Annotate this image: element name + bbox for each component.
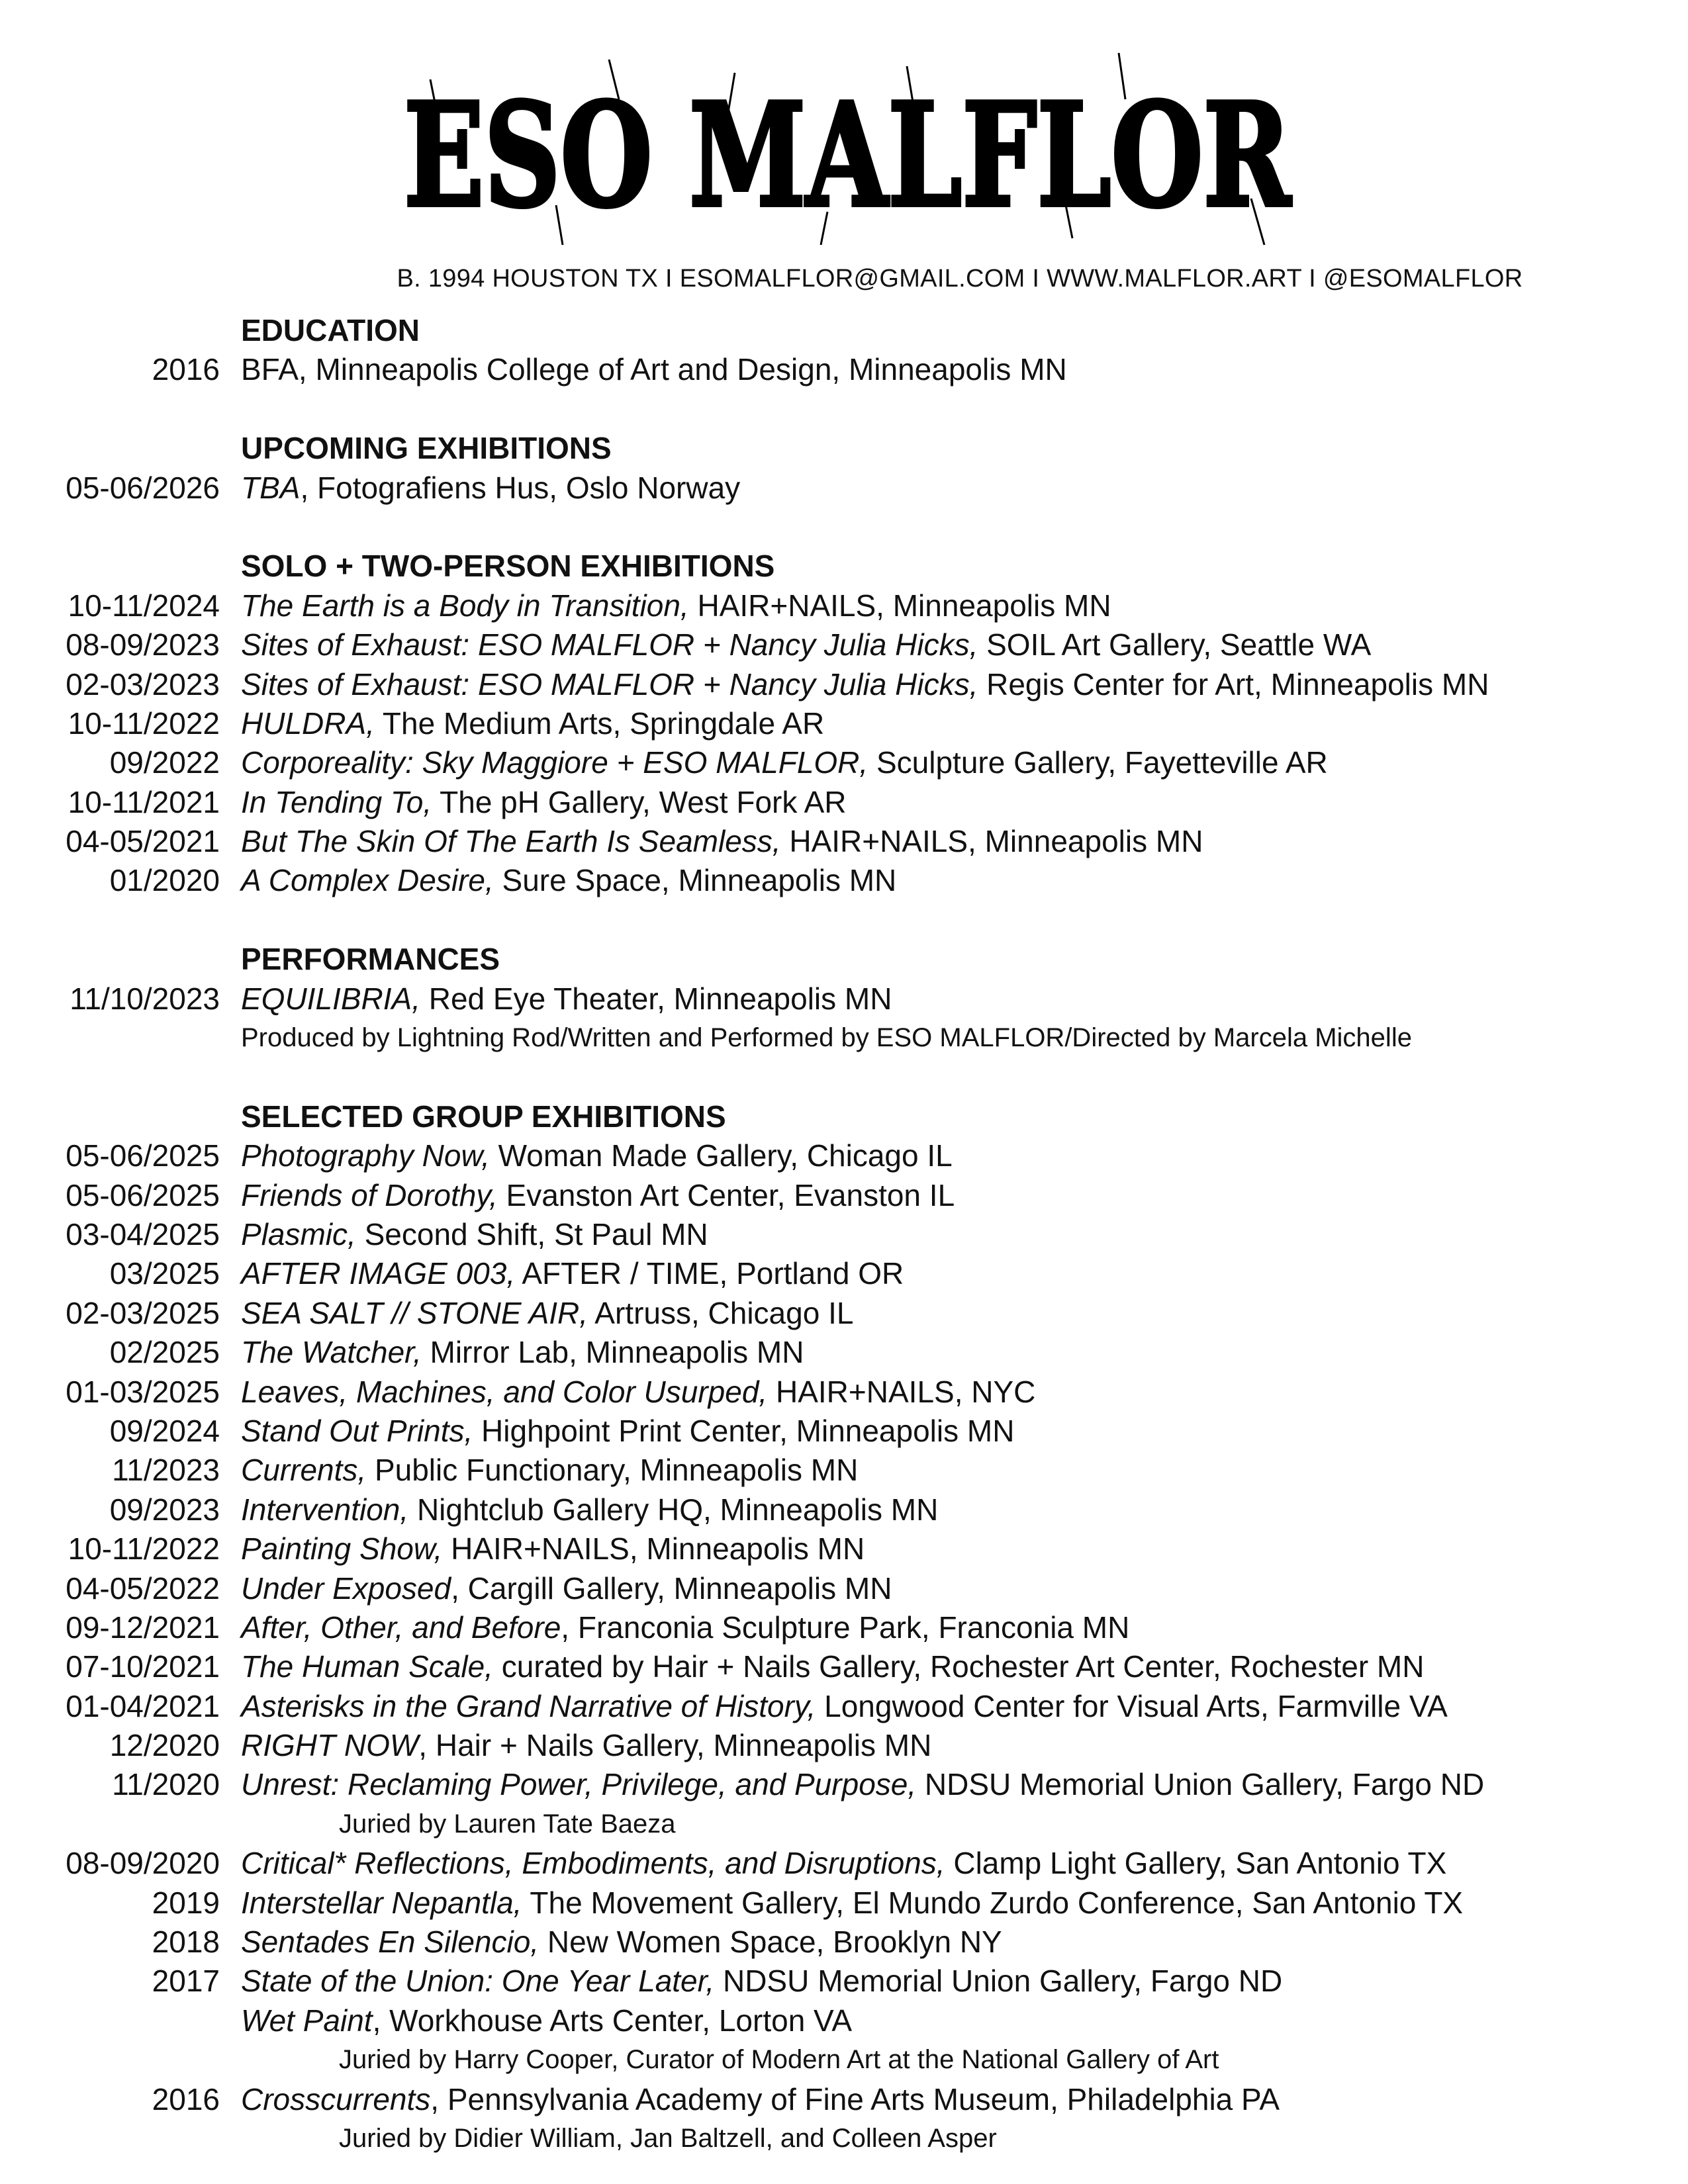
logo-text: ESO MALFLOR <box>404 71 1291 239</box>
cv-entry <box>0 2080 1688 2119</box>
entry-title: Friends of Dorothy, <box>241 1177 498 1212</box>
entry-text <box>241 1608 1129 1647</box>
entry-text <box>241 586 1111 625</box>
cv-entry <box>0 1490 1688 1529</box>
entry-title: EQUILIBRIA, <box>241 981 420 1016</box>
entry-title: The Watcher, <box>241 1335 422 1370</box>
cv-entry <box>0 586 1688 625</box>
entry-title: Painting Show, <box>241 1531 443 1567</box>
entry-venue: Sculpture Gallery, Fayetteville AR <box>868 745 1328 780</box>
section-heading <box>0 429 1688 468</box>
entry-venue: Clamp Light Gallery, San Antonio TX <box>945 1846 1447 1881</box>
entry-title: Critical* Reflections, Embodiments, and Disruptions, <box>241 1846 945 1881</box>
entry-venue: , Hair + Nails Gallery, Minneapolis MN <box>418 1728 932 1763</box>
entry-text <box>241 822 1203 861</box>
cv-entry <box>0 350 1688 389</box>
entry-title: Crosscurrents <box>241 2081 431 2116</box>
entry-title: Leaves, Machines, and Color Usurped, <box>241 1374 768 1409</box>
cv-entry <box>0 1451 1688 1490</box>
cv-entry <box>0 1529 1688 1569</box>
entry-title: Sentades En Silencio, <box>241 1925 539 1960</box>
entry-venue: Sure Space, Minneapolis MN <box>493 863 897 898</box>
section-heading-text: PERFORMANCES <box>241 942 500 977</box>
entry-text <box>241 1215 708 1254</box>
entry-date: 10-11/2022 <box>68 1531 220 1567</box>
entry-date: 08-09/2020 <box>66 1846 220 1881</box>
cv-entry <box>0 1373 1688 1412</box>
entry-title: Plasmic, <box>241 1216 356 1251</box>
cv-entry <box>0 625 1688 664</box>
entry-venue: , Workhouse Arts Center, Lorton VA <box>372 2003 853 2038</box>
entry-text <box>241 469 740 508</box>
cv-entry <box>0 1923 1688 1962</box>
entry-venue: NDSU Memorial Union Gallery, Fargo ND <box>916 1767 1485 1802</box>
entry-title: Corporeality: Sky Maggiore + ESO MALFLOR, <box>241 745 868 780</box>
entry-venue: Evanston Art Center, Evanston IL <box>497 1177 955 1212</box>
entry-venue: Regis Center for Art, Minneapolis MN <box>978 666 1489 702</box>
cv-entry <box>0 2001 1688 2040</box>
entry-note-text: Produced by Lightning Rod/Written and Performed by ESO MALFLOR/Directed by Marcela Michelle <box>241 1023 1412 1053</box>
entry-text <box>241 743 1328 782</box>
cv-entry <box>0 1765 1688 1804</box>
cv-entry <box>0 743 1688 782</box>
entry-venue: Highpoint Print Center, Minneapolis MN <box>473 1413 1015 1448</box>
section-heading-text: UPCOMING EXHIBITIONS <box>241 431 612 466</box>
entry-date: 10-11/2021 <box>68 784 220 819</box>
entry-title: Stand Out Prints, <box>241 1413 473 1448</box>
cv-entry <box>0 1136 1688 1175</box>
entry-title: AFTER IMAGE 003, <box>241 1256 516 1291</box>
entry-title: After, Other, and Before <box>241 1610 561 1645</box>
entry-date: 01-04/2021 <box>66 1688 220 1723</box>
cv-entry <box>0 665 1688 704</box>
entry-venue: Longwood Center for Visual Arts, Farmville VA <box>816 1688 1448 1723</box>
entry-title: Asterisks in the Grand Narrative of History, <box>241 1688 816 1723</box>
cv-entry <box>0 1412 1688 1451</box>
cv-entry <box>0 704 1688 743</box>
entry-note <box>0 1019 1688 1058</box>
entry-venue: Mirror Lab, Minneapolis MN <box>421 1335 804 1370</box>
entry-venue: HAIR+NAILS, Minneapolis MN <box>688 588 1111 623</box>
cv-entry <box>0 1962 1688 2001</box>
entry-date: 11/10/2023 <box>70 981 220 1016</box>
spacer <box>0 390 1688 429</box>
entry-title: Intervention, <box>241 1492 409 1527</box>
entry-date: 08-09/2023 <box>66 627 220 662</box>
entry-text <box>241 350 1067 389</box>
entry-venue: BFA, Minneapolis College of Art and Design, Minneapolis MN <box>241 352 1067 387</box>
section-heading <box>0 940 1688 979</box>
cv-entry <box>0 1726 1688 1765</box>
cv-entry <box>0 1215 1688 1254</box>
entry-venue: The pH Gallery, West Fork AR <box>432 784 847 819</box>
entry-text <box>241 2001 852 2040</box>
cv-entry <box>0 783 1688 822</box>
cv-entry <box>0 1569 1688 1608</box>
entry-text <box>241 625 1371 664</box>
entry-title: Sites of Exhaust: ESO MALFLOR + Nancy Julia Hicks, <box>241 627 978 662</box>
entry-text <box>241 1451 858 1490</box>
spacer <box>0 901 1688 940</box>
entry-text <box>241 1844 1446 1883</box>
entry-text <box>241 665 1489 704</box>
section-heading-text: SOLO + TWO-PERSON EXHIBITIONS <box>241 549 775 584</box>
spacer <box>0 1058 1688 1097</box>
entry-title: But The Skin Of The Earth Is Seamless, <box>241 824 781 859</box>
entry-text <box>241 1136 953 1175</box>
entry-title: Currents, <box>241 1453 367 1488</box>
cv-entry <box>0 1254 1688 1293</box>
entry-date: 09/2024 <box>109 1413 220 1448</box>
entry-venue: NDSU Memorial Union Gallery, Fargo ND <box>714 1964 1283 1999</box>
entry-title: SEA SALT // STONE AIR, <box>241 1295 588 1330</box>
entry-text <box>241 1176 955 1215</box>
section-heading-text: SELECTED GROUP EXHIBITIONS <box>241 1099 726 1134</box>
entry-text <box>241 1373 1035 1412</box>
cv-entry <box>0 1647 1688 1686</box>
entry-date: 12/2020 <box>109 1728 220 1763</box>
entry-note-text: Juried by Didier William, Jan Baltzell, and Colleen Asper <box>339 2123 997 2153</box>
entry-text <box>241 1529 865 1569</box>
entry-text <box>241 1412 1014 1451</box>
entry-title: The Human Scale, <box>241 1649 493 1684</box>
entry-text <box>241 704 824 743</box>
entry-text <box>241 979 892 1019</box>
entry-venue: The Medium Arts, Springdale AR <box>374 705 825 741</box>
entry-date: 2019 <box>152 1885 220 1920</box>
entry-title: Unrest: Reclaming Power, Privilege, and Purpose, <box>241 1767 917 1802</box>
entry-venue: Nightclub Gallery HQ, Minneapolis MN <box>408 1492 939 1527</box>
entry-venue: HAIR+NAILS, Minneapolis MN <box>442 1531 865 1567</box>
entry-text <box>241 2080 1280 2119</box>
entry-title: Photography Now, <box>241 1138 490 1173</box>
entry-date: 03/2025 <box>109 1256 220 1291</box>
entry-text <box>241 861 896 900</box>
entry-date: 09-12/2021 <box>66 1610 220 1645</box>
entry-venue: Red Eye Theater, Minneapolis MN <box>420 981 892 1016</box>
entry-text <box>241 1884 1463 1923</box>
entry-note <box>0 2040 1688 2079</box>
entry-note-text: Juried by Harry Cooper, Curator of Modern Art at the National Gallery of Art <box>339 2045 1219 2075</box>
entry-title: HULDRA, <box>241 705 375 741</box>
entry-title: State of the Union: One Year Later, <box>241 1964 715 1999</box>
entry-venue: , Pennsylvania Academy of Fine Arts Museum, Philadelphia PA <box>430 2081 1280 2116</box>
cv-entry <box>0 822 1688 861</box>
cv-entry <box>0 1176 1688 1215</box>
entry-date: 02-03/2023 <box>66 666 220 702</box>
entry-date: 07-10/2021 <box>66 1649 220 1684</box>
entry-text <box>241 1765 1484 1804</box>
entry-title: Wet Paint <box>241 2003 373 2038</box>
entry-date: 01/2020 <box>109 863 220 898</box>
entry-title: Interstellar Nepantla, <box>241 1885 522 1920</box>
cv-entry <box>0 979 1688 1019</box>
entry-text <box>241 1647 1424 1686</box>
entry-venue: HAIR+NAILS, NYC <box>767 1374 1036 1409</box>
entry-date: 03-04/2025 <box>66 1216 220 1251</box>
entry-text <box>241 1490 938 1529</box>
entry-date: 05-06/2025 <box>66 1177 220 1212</box>
entry-date: 02/2025 <box>109 1335 220 1370</box>
entry-venue: , Franconia Sculpture Park, Franconia MN <box>561 1610 1130 1645</box>
cv-entry <box>0 1687 1688 1726</box>
cv-entry <box>0 1608 1688 1647</box>
entry-venue: Public Functionary, Minneapolis MN <box>366 1453 859 1488</box>
entry-venue: curated by Hair + Nails Gallery, Rochester Art Center, Rochester MN <box>492 1649 1425 1684</box>
entry-title: TBA <box>241 470 301 505</box>
contact-line <box>0 265 1688 293</box>
entry-text <box>241 1294 853 1333</box>
entry-date: 05-06/2026 <box>66 470 220 505</box>
entry-date: 10-11/2024 <box>68 588 220 623</box>
entry-note <box>0 1805 1688 1844</box>
entry-venue: , Fotografiens Hus, Oslo Norway <box>300 470 741 505</box>
entry-title: Sites of Exhaust: ESO MALFLOR + Nancy Julia Hicks, <box>241 666 978 702</box>
entry-title: In Tending To, <box>241 784 432 819</box>
entry-venue: Woman Made Gallery, Chicago IL <box>489 1138 953 1173</box>
entry-venue: Artruss, Chicago IL <box>588 1295 854 1330</box>
entry-date: 04-05/2022 <box>66 1570 220 1606</box>
entry-date: 11/2020 <box>112 1767 220 1802</box>
entry-date: 02-03/2025 <box>66 1295 220 1330</box>
entry-date: 10-11/2022 <box>68 705 220 741</box>
entry-date: 09/2022 <box>109 745 220 780</box>
entry-text <box>241 1569 892 1608</box>
entry-venue: HAIR+NAILS, Minneapolis MN <box>780 824 1203 859</box>
section-heading <box>0 311 1688 350</box>
section-heading <box>0 547 1688 586</box>
entry-text <box>241 1923 1002 1962</box>
entry-date: 2016 <box>152 352 220 387</box>
entry-text <box>241 1962 1282 2001</box>
entry-note <box>0 2119 1688 2158</box>
entry-text <box>241 1254 904 1293</box>
entry-text <box>241 1726 931 1765</box>
entry-title: RIGHT NOW <box>241 1728 419 1763</box>
entry-text <box>241 1333 804 1372</box>
entry-text <box>241 783 847 822</box>
entry-venue: New Women Space, Brooklyn NY <box>539 1925 1002 1960</box>
entry-venue: Second Shift, St Paul MN <box>355 1216 708 1251</box>
entry-date: 05-06/2025 <box>66 1138 220 1173</box>
cv-body <box>0 311 1688 2158</box>
entry-text <box>241 1687 1448 1726</box>
section-heading <box>0 1097 1688 1136</box>
cv-entry <box>0 1294 1688 1333</box>
cv-entry <box>0 1844 1688 1883</box>
entry-venue: The Movement Gallery, El Mundo Zurdo Conference, San Antonio TX <box>522 1885 1464 1920</box>
cv-entry <box>0 1333 1688 1372</box>
entry-date: 09/2023 <box>109 1492 220 1527</box>
contact-info: B. 1994 HOUSTON TX I ESOMALFLOR@GMAIL.COM I WWW.MALFLOR.ART I @ESOMALFLOR <box>397 265 1523 293</box>
entry-date: 04-05/2021 <box>66 824 220 859</box>
entry-title: A Complex Desire, <box>241 863 494 898</box>
entry-title: Under Exposed <box>241 1570 451 1606</box>
entry-note-text: Juried by Lauren Tate Baeza <box>339 1809 676 1839</box>
entry-date: 2018 <box>152 1925 220 1960</box>
entry-title: The Earth is a Body in Transition, <box>241 588 689 623</box>
entry-date: 11/2023 <box>112 1453 220 1488</box>
cv-entry <box>0 1884 1688 1923</box>
entry-venue: , Cargill Gallery, Minneapolis MN <box>451 1570 892 1606</box>
entry-date: 2017 <box>152 1964 220 1999</box>
cv-entry <box>0 469 1688 508</box>
cv-entry <box>0 861 1688 900</box>
entry-date: 2016 <box>152 2081 220 2116</box>
entry-venue: AFTER / TIME, Portland OR <box>515 1256 904 1291</box>
spacer <box>0 508 1688 547</box>
artist-logo <box>391 53 1304 251</box>
entry-date: 01-03/2025 <box>66 1374 220 1409</box>
entry-venue: SOIL Art Gallery, Seattle WA <box>978 627 1372 662</box>
section-heading-text: EDUCATION <box>241 313 420 347</box>
